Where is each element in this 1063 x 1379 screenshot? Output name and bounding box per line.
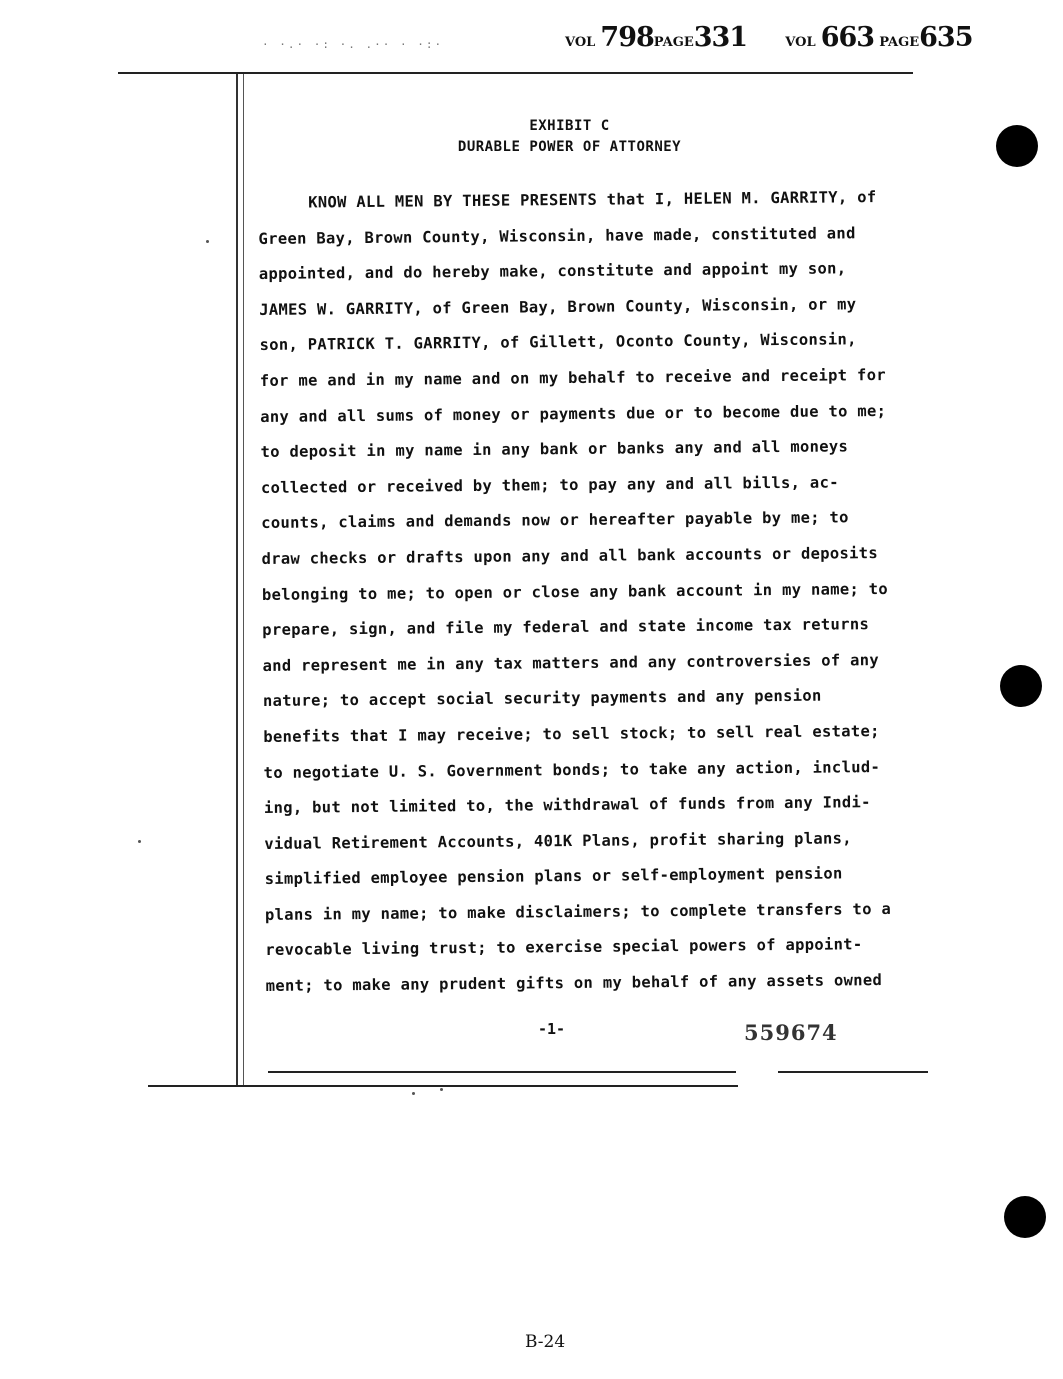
vol-label-1: VOL [565,35,596,50]
body-line: belonging to me; to open or close any bank account in my name; to [261,579,889,604]
document-number: 559674 [744,1020,838,1045]
body-line: any and all sums of money or payments due or to become due to me; [260,401,887,426]
body-line: ing, but not limited to, the withdrawal of funds from any Indi- [263,793,871,818]
document-title: DURABLE POWER OF ATTORNEY [457,139,682,155]
body-line: and represent me in any tax matters and any controversies of any [262,650,880,675]
scan-speck [206,240,209,243]
body-line: ment; to make any prudent gifts on my behalf of any assets owned [265,971,883,996]
vol-label-2: VOL [785,35,816,50]
page-label-2: PAGE [879,35,920,50]
body-line: nature; to accept social security payments and any pension [262,686,822,711]
page-number-2: 635 [919,22,973,53]
body-line: to deposit in my name in any bank or banks any and all moneys [260,437,849,462]
page-label-1: PAGE [653,35,694,50]
body-line: for me and in my name and on my behalf to receive and receipt for [259,365,887,390]
body-line: benefits that I may receive; to sell stock; to sell real estate; [263,721,880,746]
body-line: simplified employee pension plans or self-employment pension [264,864,843,889]
body-line: son, PATRICK T. GARRITY, of Gillett, Oconto County, Wisconsin, [259,330,857,355]
body-line: Green Bay, Brown County, Wisconsin, have made, constituted and [258,223,856,248]
scan-speck [138,840,141,843]
body-line: to negotiate U. S. Government bonds; to take any action, includ- [263,757,881,782]
body-line: revocable living trust; to exercise special powers of appoint- [265,935,863,960]
punch-hole [1000,665,1042,707]
scan-speck [412,1092,415,1095]
volume-page-stamp [565,22,973,53]
bottom-rule-right [778,1071,928,1073]
body-line: counts, claims and demands now or hereafter payable by me; to [261,508,849,533]
body-line: plans in my name; to make disclaimers; to complete transfers to a [264,899,892,924]
body-line: JAMES W. GARRITY, of Green Bay, Brown County, Wisconsin, or my [259,295,857,319]
scan-specks: · ·.· ·: ·. .·· · ·:· [262,38,444,51]
exhibit-label: EXHIBIT C [529,118,610,134]
left-margin-line [236,74,238,1086]
footer-page-id: B-24 [525,1332,566,1352]
scan-speck [440,1088,443,1091]
body-line: prepare, sign, and file my federal and state income tax returns [262,615,870,640]
page-number: -1- [538,1020,566,1038]
bottom-rule [148,1085,738,1087]
body-line: appointed, and do hereby make, constitute and appoint my son, [258,259,847,284]
vol-number-2: 663 [820,22,875,53]
body-line: draw checks or drafts upon any and all bank accounts or deposits [261,544,879,568]
body-line: vidual Retirement Accounts, 401K Plans, profit sharing plans, [264,829,852,853]
body-line: KNOW ALL MEN BY THESE PRESENTS that I, HELEN M. GARRITY, of [308,188,877,212]
vol-number-1: 798 [600,22,654,53]
punch-hole [1004,1196,1046,1238]
document-body [258,179,956,1004]
bottom-rule-inner [268,1071,736,1073]
body-line: collected or received by them; to pay any and all bills, ac- [260,473,839,497]
punch-hole [996,125,1038,167]
page-number-1: 331 [693,22,748,53]
left-margin-line-inner [243,74,244,1086]
